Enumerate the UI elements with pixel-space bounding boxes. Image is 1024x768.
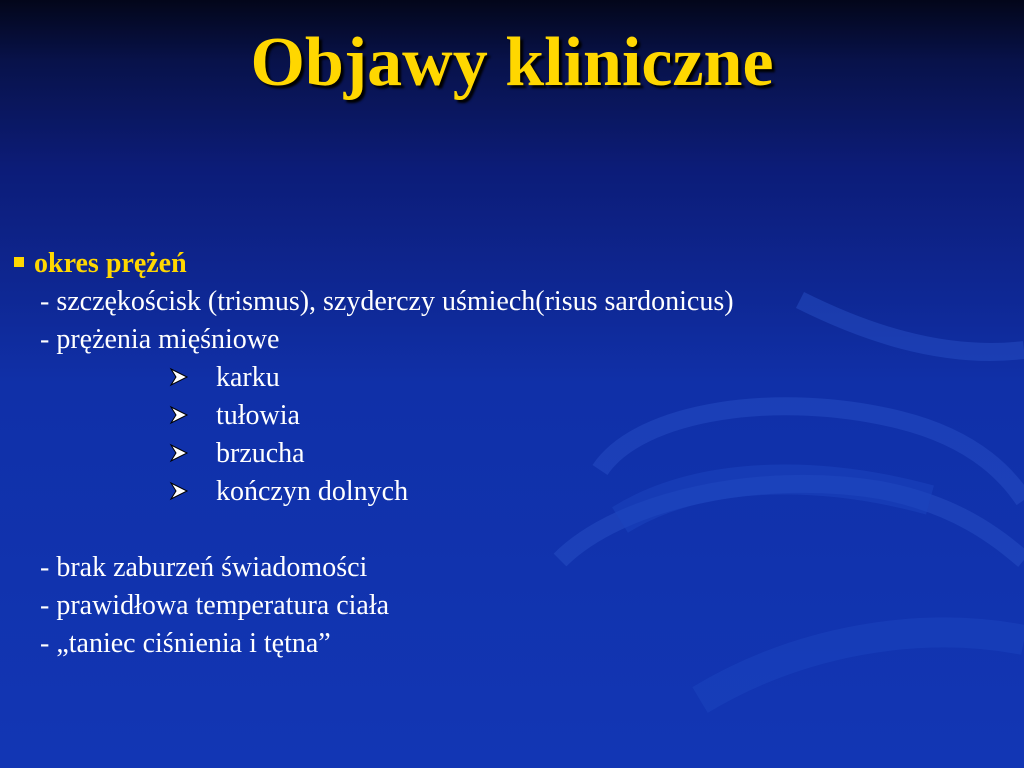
list-line: - „taniec ciśnienia i tętna” bbox=[40, 628, 331, 659]
arrow-bullet-icon bbox=[168, 480, 190, 502]
section-heading-row bbox=[14, 245, 187, 283]
arrow-bullet-icon bbox=[168, 366, 190, 388]
section-heading: okres prężeń bbox=[34, 248, 187, 279]
sub-list-item bbox=[168, 359, 280, 397]
list-line: - prężenia mięśniowe bbox=[40, 324, 280, 355]
sub-list-item bbox=[168, 397, 300, 435]
sub-list-item-label: brzucha bbox=[216, 438, 305, 469]
arrow-bullet-icon bbox=[168, 404, 190, 426]
sub-list-item bbox=[168, 435, 305, 473]
square-bullet-icon bbox=[14, 257, 24, 267]
list-line: - szczękościsk (trismus), szyderczy uśmiech(risus sardonicus) bbox=[40, 286, 734, 317]
sub-list-item-label: kończyn dolnych bbox=[216, 476, 409, 507]
sub-list-item bbox=[168, 473, 408, 511]
sub-list-item-label: karku bbox=[216, 362, 280, 393]
sub-list-item-label: tułowia bbox=[216, 400, 300, 431]
slide-title: Objawy kliniczne bbox=[250, 24, 774, 101]
list-line: - brak zaburzeń świadomości bbox=[40, 552, 368, 583]
list-line: - prawidłowa temperatura ciała bbox=[40, 590, 390, 621]
arrow-bullet-icon bbox=[168, 442, 190, 464]
